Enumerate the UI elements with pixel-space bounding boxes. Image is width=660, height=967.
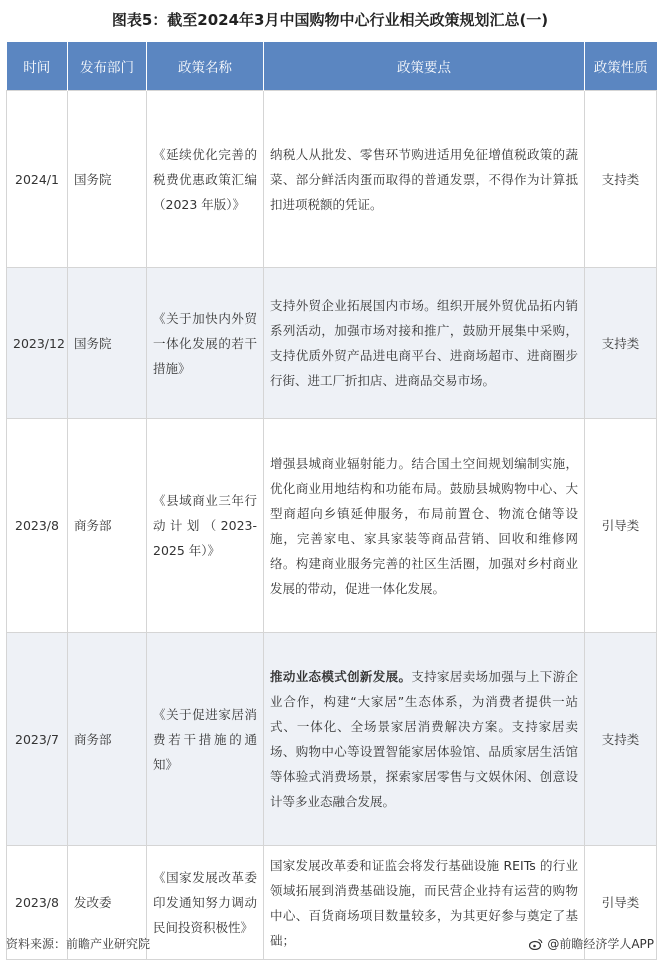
- cell-dept: 发改委: [68, 846, 147, 960]
- cell-policy-points: [264, 419, 585, 633]
- cell-time: 2023/8: [7, 419, 68, 633]
- table-row: [7, 633, 657, 846]
- points-text: 支持外贸企业拓展国内市场。组织开展外贸优品拓内销系列活动，加强市场对接和推广，鼓励开展集中采购，支持优质外贸产品进电商平台、进商场超市、进商圈步行街、进工厂折扣店、进商品交易市场。: [270, 298, 578, 388]
- cell-time: 2023/7: [7, 633, 68, 846]
- cell-policy-name: 《关于加快内外贸一体化发展的若干措施》: [147, 268, 264, 419]
- header-nature: 政策性质: [585, 42, 657, 91]
- cell-dept: 商务部: [68, 419, 147, 633]
- header-time: 时间: [7, 42, 68, 91]
- cell-policy-name: 《延续优化完善的税费优惠政策汇编（2023 年版）》: [147, 91, 264, 268]
- cell-time: 2024/1: [7, 91, 68, 268]
- cell-policy-points: [264, 91, 585, 268]
- cell-policy-nature: 支持类: [585, 633, 657, 846]
- cell-time: 2023/12: [7, 268, 68, 419]
- table-row: [7, 91, 657, 268]
- policy-table: [6, 42, 657, 960]
- cell-time: 2023/8: [7, 846, 68, 960]
- table-header-row: [7, 42, 657, 91]
- cell-policy-nature: 引导类: [585, 846, 657, 960]
- cell-policy-points: [264, 268, 585, 419]
- header-points: 政策要点: [264, 42, 585, 91]
- points-text: 增强县城商业辐射能力。结合国土空间规划编制实施，优化商业用地结构和功能布局。鼓励县城购物中心、大型商超向乡镇延伸服务，布局前置仓、物流仓储等设施，完善家电、家具家装等商品营销、回收和维修网络。构建商业服务完善的社区生活圈，加强对乡村商业发展的带动，促进一体化发展。: [270, 455, 578, 596]
- cell-policy-name: 《国家发展改革委印发通知努力调动民间投资积极性》: [147, 846, 264, 960]
- cell-dept: 国务院: [68, 91, 147, 268]
- chart-title: 图表5：截至2024年3月中国购物中心行业相关政策规划汇总(一): [111, 11, 549, 29]
- source-note: 资料来源：前瞻产业研究院: [6, 937, 151, 951]
- header-name: 政策名称: [147, 42, 264, 91]
- cell-policy-nature: 支持类: [585, 268, 657, 419]
- header-dept: 发布部门: [68, 42, 147, 91]
- footer: [6, 935, 654, 953]
- points-lead: 推动业态模式创新发展。: [270, 669, 412, 684]
- cell-policy-points: [264, 633, 585, 846]
- cell-policy-name: 《关于促进家居消费若干措施的通知》: [147, 633, 264, 846]
- cell-policy-nature: 支持类: [585, 91, 657, 268]
- cell-dept: 国务院: [68, 268, 147, 419]
- weibo-icon: [529, 938, 543, 950]
- table-row: [7, 268, 657, 419]
- brand-credit: [529, 935, 654, 953]
- cell-policy-nature: 引导类: [585, 419, 657, 633]
- cell-policy-name: 《县域商业三年行动计划（2023-2025 年）》: [147, 419, 264, 633]
- table-row: [7, 419, 657, 633]
- points-text: 国家发展改革委和证监会将发行基础设施 REITs 的行业领域拓展到消费基础设施，而民营企业持有运营的购物中心、百货商场项目数量较多，为其更好参与奠定了基础；: [270, 857, 578, 948]
- cell-dept: 商务部: [68, 633, 147, 846]
- brand-text: @前瞻经济学人APP: [547, 937, 654, 951]
- points-text: 支持家居卖场加强与上下游企业合作，构建“大家居”生态体系，为消费者提供一站式、一体化、全场景家居消费解决方案。支持家居卖场、购物中心等设置智能家居体验馆、品质家居生活馆等体验式消费场景，探索家居零售与文娱休闲、创意设计等多业态融合发展。: [270, 669, 578, 809]
- points-text: 纳税人从批发、零售环节购进适用免征增值税政策的蔬菜、部分鲜活肉蛋而取得的普通发票，不得作为计算抵扣进项税额的凭证。: [270, 146, 578, 212]
